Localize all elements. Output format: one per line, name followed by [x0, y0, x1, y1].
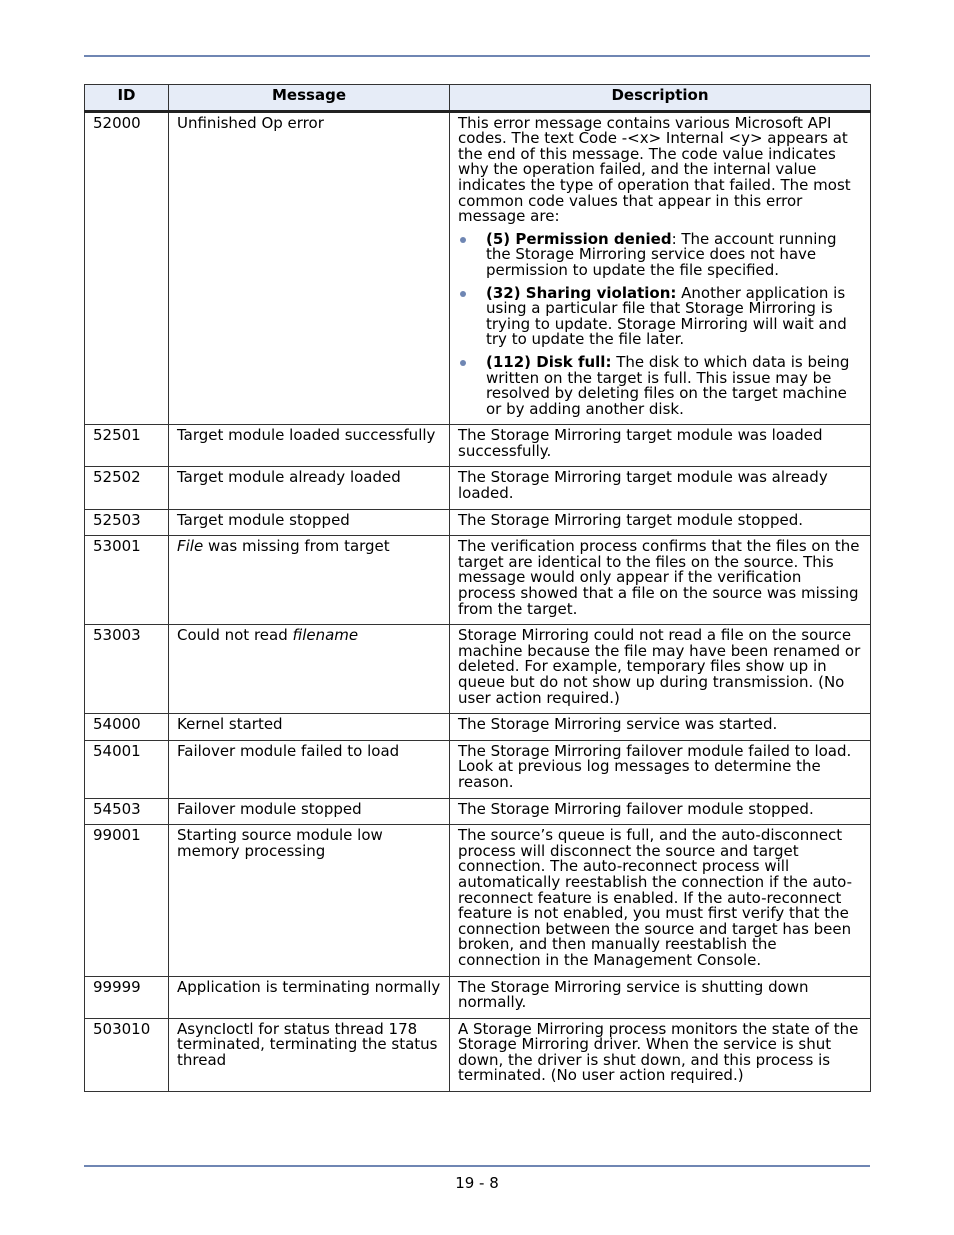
cell-description: The Storage Mirroring service is shutting down normally. — [450, 976, 871, 1018]
cell-description: Storage Mirroring could not read a file on the source machine because the file may have been renamed or deleted. For example, temporary files show up in queue but do not show up during transmission. (No user action required.) — [450, 625, 871, 714]
column-header-id: ID — [85, 85, 169, 112]
cell-description: The Storage Mirroring target module was loaded successfully. — [450, 425, 871, 467]
log-message-table — [84, 84, 871, 1092]
table-row — [85, 111, 871, 425]
cell-message: Failover module failed to load — [169, 740, 450, 798]
table-row — [85, 425, 871, 467]
cell-id: 52000 — [85, 111, 169, 425]
cell-message: Target module already loaded — [169, 467, 450, 509]
error-code-text: Another application is using a particular file that Storage Mirroring is trying to update. Storage Mirroring will wait and try to update the file later. — [486, 283, 847, 349]
table-row — [85, 798, 871, 825]
cell-message: Application is terminating normally — [169, 976, 450, 1018]
cell-message: AsyncIoctl for status thread 178 terminated, terminating the status thread — [169, 1018, 450, 1091]
cell-description: The Storage Mirroring failover module failed to load. Look at previous log messages to determine the reason. — [450, 740, 871, 798]
description-intro: This error message contains various Microsoft API codes. The text Code -<x> Internal <y> appears at the end of this message. The code value indicates why the operation failed, and the internal value indicates the type of operation that failed. The most common code values that appear in this error message are: — [458, 113, 851, 226]
cell-id: 99999 — [85, 976, 169, 1018]
cell-id: 54000 — [85, 714, 169, 741]
cell-id: 52503 — [85, 509, 169, 536]
column-header-message: Message — [169, 85, 450, 112]
cell-id: 54001 — [85, 740, 169, 798]
cell-description: A Storage Mirroring process monitors the state of the Storage Mirroring driver. When the service is shut down, the driver is shut down, and this process is terminated. (No user action required.) — [450, 1018, 871, 1091]
error-code-list — [458, 229, 862, 418]
cell-message: Kernel started — [169, 714, 450, 741]
cell-description: The Storage Mirroring target module was already loaded. — [450, 467, 871, 509]
error-code-text: The account running the Storage Mirroring service does not have permission to update the file specified. — [486, 229, 837, 279]
cell-id: 53001 — [85, 536, 169, 625]
table-row — [85, 536, 871, 625]
error-code-term: (112) Disk full: — [486, 352, 612, 371]
table-row — [85, 625, 871, 714]
cell-id: 503010 — [85, 1018, 169, 1091]
message-rest: was missing from target — [203, 537, 390, 556]
message-prefix: Could not read — [177, 626, 293, 645]
cell-id: 52502 — [85, 467, 169, 509]
cell-message: Starting source module low memory processing — [169, 825, 450, 976]
column-header-description: Description — [450, 85, 871, 112]
term-separator: : — [671, 229, 682, 248]
header-rule — [84, 55, 870, 57]
cell-message: Target module loaded successfully — [169, 425, 450, 467]
cell-message — [169, 536, 450, 625]
cell-message: Failover module stopped — [169, 798, 450, 825]
cell-message: Unfinished Op error — [169, 111, 450, 425]
table-header-row — [85, 85, 871, 112]
cell-description: The Storage Mirroring service was started. — [450, 714, 871, 741]
table-row — [85, 740, 871, 798]
table-row — [85, 714, 871, 741]
cell-message — [169, 625, 450, 714]
table-row — [85, 1018, 871, 1091]
cell-description: The source’s queue is full, and the auto-disconnect process will disconnect the source and target connection. The auto-reconnect process will automatically reestablish the connection if the auto-reconnect feature is enabled. If the auto-reconnect feature is not enabled, you must first verify that the connection between the source and target has been broken, and then manually reestablish the connection in the Management Console. — [450, 825, 871, 976]
table-row — [85, 976, 871, 1018]
cell-message: Target module stopped — [169, 509, 450, 536]
error-code-text: The disk to which data is being written on the target is full. This issue may be resolved by deleting files on the target machine or by adding another disk. — [486, 352, 850, 418]
cell-id: 53003 — [85, 625, 169, 714]
cell-id: 99001 — [85, 825, 169, 976]
table-row — [85, 825, 871, 976]
cell-description: The Storage Mirroring failover module stopped. — [450, 798, 871, 825]
list-item — [458, 283, 862, 349]
page-number: 19 - 8 — [455, 1174, 499, 1192]
cell-description: The verification process confirms that the files on the target are identical to the files on the source. This message would only appear if the verification process showed that a file on the source was missing from the target. — [450, 536, 871, 625]
cell-description — [450, 111, 871, 425]
cell-description: The Storage Mirroring target module stopped. — [450, 509, 871, 536]
footer-rule — [84, 1165, 870, 1167]
cell-id: 54503 — [85, 798, 169, 825]
table-row — [85, 467, 871, 509]
error-code-term: (5) Permission denied — [486, 229, 672, 248]
error-code-term: (32) Sharing violation: — [486, 283, 677, 302]
message-italic: File — [177, 537, 204, 556]
message-italic: filename — [292, 626, 359, 645]
table-row — [85, 509, 871, 536]
cell-id: 52501 — [85, 425, 169, 467]
list-item — [458, 229, 862, 279]
list-item — [458, 352, 862, 418]
